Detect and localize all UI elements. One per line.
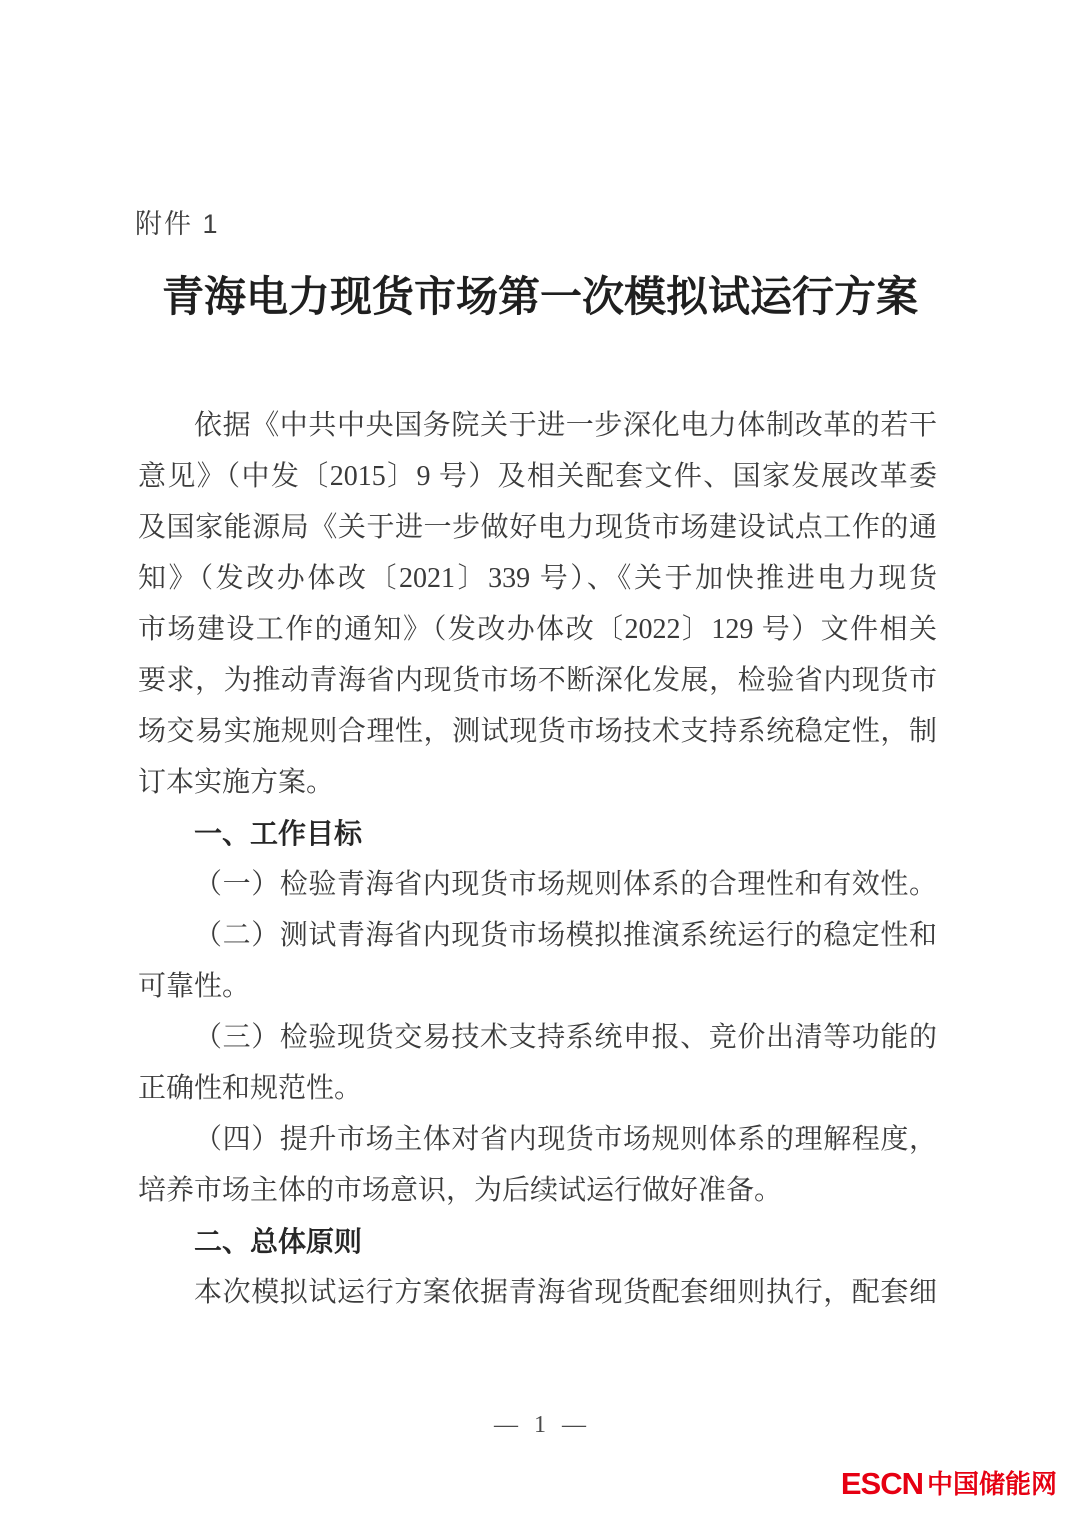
body-line: （四）提升市场主体对省内现货市场规则体系的理解程度， (194, 1124, 937, 1155)
escn-logo-chinese: 中国储能网 (926, 1469, 1057, 1499)
body-line: （一）检验青海省内现货市场规则体系的合理性和有效性。 (194, 869, 937, 900)
page-title: 青海电力现货市场第一次模拟试运行方案 (161, 275, 918, 321)
body-line: 要求，为推动青海省内现货市场不断深化发展，检验省内现货市 (138, 665, 937, 696)
body-line: （二）测试青海省内现货市场模拟推演系统运行的稳定性和 (194, 920, 937, 951)
page-number: — 1 — (494, 1412, 586, 1438)
body-line: 订本实施方案。 (138, 767, 335, 798)
escn-logo (841, 1468, 1057, 1500)
body-line: 正确性和规范性。 (138, 1073, 363, 1104)
escn-logo-latin: ESCN (840, 1466, 923, 1501)
body-line: 本次模拟试运行方案依据青海省现货配套细则执行，配套细 (194, 1277, 937, 1308)
body-line: 及国家能源局《关于进一步做好电力现货市场建设试点工作的通 (138, 512, 937, 543)
body-line: 可靠性。 (138, 971, 251, 1002)
attachment-label: 附件 1 (135, 209, 220, 239)
body-line: 意见》（中发〔2015〕9 号）及相关配套文件、国家发展改革委 (138, 461, 937, 492)
body-line: 依据《中共中央国务院关于进一步深化电力体制改革的若干 (194, 410, 937, 441)
body-line: 知》（发改办体改〔2021〕339 号）、《关于加快推进电力现货 (138, 563, 937, 594)
section-heading: 一、工作目标 (194, 818, 363, 849)
section-heading: 二、总体原则 (194, 1226, 363, 1257)
body-line: 场交易实施规则合理性，测试现货市场技术支持系统稳定性，制 (138, 716, 937, 747)
body-line: 市场建设工作的通知》（发改办体改〔2022〕129 号）文件相关 (138, 614, 937, 645)
body-line: （三）检验现货交易技术支持系统申报、竞价出清等功能的 (194, 1022, 937, 1053)
document-body (138, 400, 937, 1318)
body-line: 培养市场主体的市场意识，为后续试运行做好准备。 (138, 1175, 783, 1206)
